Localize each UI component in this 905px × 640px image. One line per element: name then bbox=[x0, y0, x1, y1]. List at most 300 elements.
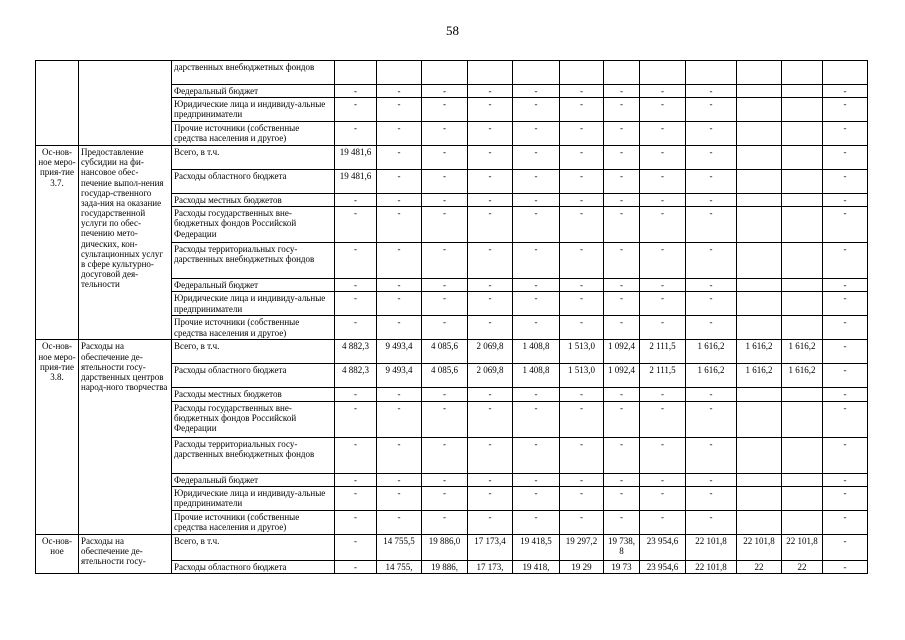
value-cell: - bbox=[823, 170, 868, 194]
value-cell: 17 173, bbox=[468, 560, 513, 573]
value-cell: - bbox=[513, 401, 560, 437]
value-cell: - bbox=[468, 194, 513, 207]
value-cell: - bbox=[823, 243, 868, 279]
value-cell: 14 755,5 bbox=[377, 534, 422, 560]
value-cell: - bbox=[560, 401, 604, 437]
value-cell bbox=[737, 98, 782, 122]
value-cell: - bbox=[468, 85, 513, 98]
value-cell: - bbox=[468, 316, 513, 340]
value-cell: - bbox=[513, 486, 560, 510]
value-cell: 1 408,8 bbox=[513, 340, 560, 364]
value-cell: 2 069,8 bbox=[468, 364, 513, 388]
value-cell: - bbox=[335, 560, 377, 573]
value-cell: - bbox=[823, 388, 868, 401]
value-cell: 23 954,6 bbox=[640, 560, 686, 573]
value-cell: - bbox=[640, 194, 686, 207]
value-cell: - bbox=[377, 243, 422, 279]
value-cell: - bbox=[640, 292, 686, 316]
source-cell: дарственных внебюджетных фондов bbox=[172, 61, 335, 85]
value-cell bbox=[782, 437, 823, 473]
value-cell bbox=[737, 401, 782, 437]
value-cell bbox=[782, 146, 823, 170]
value-cell: - bbox=[560, 473, 604, 486]
value-cell: - bbox=[513, 194, 560, 207]
value-cell bbox=[737, 473, 782, 486]
source-cell: Расходы территориальных госу-дарственных внебюджетных фондов bbox=[172, 437, 335, 473]
value-cell: - bbox=[335, 473, 377, 486]
value-cell: - bbox=[335, 122, 377, 146]
value-cell: - bbox=[422, 388, 468, 401]
value-cell: - bbox=[377, 170, 422, 194]
measure-code-cell: Ос-нов-ное bbox=[36, 534, 79, 573]
value-cell: - bbox=[468, 486, 513, 510]
value-cell: - bbox=[513, 437, 560, 473]
value-cell: - bbox=[823, 146, 868, 170]
value-cell: - bbox=[377, 486, 422, 510]
value-cell bbox=[782, 292, 823, 316]
value-cell: - bbox=[422, 170, 468, 194]
source-cell: Юридические лица и индивиду-альные предприниматели bbox=[172, 98, 335, 122]
value-cell: - bbox=[377, 122, 422, 146]
value-cell: - bbox=[422, 122, 468, 146]
value-cell: - bbox=[468, 170, 513, 194]
measure-name-cell: Расходы на обеспечение де-ятельности госу- bbox=[79, 534, 172, 573]
value-cell: - bbox=[604, 473, 640, 486]
value-cell bbox=[782, 316, 823, 340]
value-cell: - bbox=[823, 364, 868, 388]
value-cell: - bbox=[377, 401, 422, 437]
value-cell: 19 297,2 bbox=[560, 534, 604, 560]
value-cell: 19 418, bbox=[513, 560, 560, 573]
value-cell: 1 092,4 bbox=[604, 340, 640, 364]
value-cell: - bbox=[422, 486, 468, 510]
source-cell: Расходы территориальных госу-дарственных внебюджетных фондов bbox=[172, 243, 335, 279]
source-cell: Расходы областного бюджета bbox=[172, 560, 335, 573]
value-cell: - bbox=[823, 486, 868, 510]
value-cell: - bbox=[604, 279, 640, 292]
value-cell: 19 73 bbox=[604, 560, 640, 573]
source-cell: Федеральный бюджет bbox=[172, 85, 335, 98]
value-cell: - bbox=[422, 146, 468, 170]
value-cell: 1 513,0 bbox=[560, 340, 604, 364]
value-cell bbox=[782, 401, 823, 437]
value-cell: - bbox=[468, 510, 513, 534]
value-cell bbox=[737, 316, 782, 340]
value-cell bbox=[737, 437, 782, 473]
value-cell: - bbox=[604, 388, 640, 401]
value-cell: 1 092,4 bbox=[604, 364, 640, 388]
value-cell: - bbox=[823, 292, 868, 316]
value-cell: - bbox=[335, 316, 377, 340]
value-cell: - bbox=[513, 510, 560, 534]
value-cell: - bbox=[422, 207, 468, 243]
value-cell: - bbox=[686, 316, 737, 340]
value-cell: - bbox=[513, 279, 560, 292]
source-cell: Прочие источники (собственные средства населения и другое) bbox=[172, 510, 335, 534]
value-cell: - bbox=[513, 388, 560, 401]
value-cell: - bbox=[604, 194, 640, 207]
value-cell: - bbox=[823, 510, 868, 534]
table-row bbox=[36, 340, 868, 364]
value-cell: - bbox=[377, 292, 422, 316]
value-cell: 1 616,2 bbox=[737, 340, 782, 364]
value-cell: - bbox=[422, 473, 468, 486]
value-cell: - bbox=[468, 279, 513, 292]
value-cell: - bbox=[377, 388, 422, 401]
value-cell: - bbox=[640, 473, 686, 486]
value-cell: 19 481,6 bbox=[335, 146, 377, 170]
value-cell: - bbox=[823, 207, 868, 243]
value-cell: - bbox=[823, 437, 868, 473]
value-cell: - bbox=[686, 388, 737, 401]
value-cell: - bbox=[604, 98, 640, 122]
value-cell: - bbox=[640, 122, 686, 146]
value-cell: 1 616,2 bbox=[782, 364, 823, 388]
value-cell: 17 173,4 bbox=[468, 534, 513, 560]
value-cell bbox=[640, 61, 686, 85]
value-cell: - bbox=[686, 486, 737, 510]
value-cell: - bbox=[640, 316, 686, 340]
value-cell bbox=[737, 61, 782, 85]
value-cell: - bbox=[640, 170, 686, 194]
value-cell: - bbox=[640, 98, 686, 122]
source-cell: Расходы государственных вне-бюджетных фондов Российской Федерации bbox=[172, 401, 335, 437]
value-cell: - bbox=[640, 510, 686, 534]
value-cell: - bbox=[560, 292, 604, 316]
value-cell: - bbox=[686, 243, 737, 279]
value-cell bbox=[782, 85, 823, 98]
value-cell: 1 616,2 bbox=[782, 340, 823, 364]
value-cell: 23 954,6 bbox=[640, 534, 686, 560]
value-cell bbox=[782, 243, 823, 279]
value-cell: - bbox=[823, 473, 868, 486]
value-cell: - bbox=[560, 510, 604, 534]
value-cell: - bbox=[422, 316, 468, 340]
value-cell: - bbox=[640, 486, 686, 510]
value-cell: - bbox=[686, 85, 737, 98]
value-cell: 19 481,6 bbox=[335, 170, 377, 194]
value-cell bbox=[782, 510, 823, 534]
value-cell bbox=[782, 486, 823, 510]
value-cell: - bbox=[604, 486, 640, 510]
value-cell: - bbox=[377, 510, 422, 534]
value-cell bbox=[782, 473, 823, 486]
value-cell: 4 882,3 bbox=[335, 340, 377, 364]
value-cell bbox=[737, 170, 782, 194]
source-cell: Расходы государственных вне-бюджетных фондов Российской Федерации bbox=[172, 207, 335, 243]
value-cell: 2 111,5 bbox=[640, 364, 686, 388]
measure-code-cell: Ос-нов-ное меро-прия-тие 3.8. bbox=[36, 340, 79, 534]
value-cell: 22 101,8 bbox=[782, 534, 823, 560]
budget-table bbox=[35, 60, 868, 574]
value-cell: - bbox=[335, 510, 377, 534]
value-cell: - bbox=[335, 388, 377, 401]
value-cell: 9 493,4 bbox=[377, 364, 422, 388]
value-cell bbox=[737, 243, 782, 279]
value-cell: - bbox=[335, 486, 377, 510]
value-cell: - bbox=[468, 401, 513, 437]
value-cell: - bbox=[377, 85, 422, 98]
source-cell: Расходы местных бюджетов bbox=[172, 194, 335, 207]
value-cell: - bbox=[686, 98, 737, 122]
value-cell: - bbox=[686, 473, 737, 486]
value-cell: 4 882,3 bbox=[335, 364, 377, 388]
value-cell: 1 616,2 bbox=[686, 364, 737, 388]
value-cell: - bbox=[335, 534, 377, 560]
value-cell: - bbox=[823, 98, 868, 122]
value-cell: - bbox=[604, 146, 640, 170]
value-cell bbox=[782, 279, 823, 292]
value-cell: 22 101,8 bbox=[686, 534, 737, 560]
value-cell: 22 101,8 bbox=[686, 560, 737, 573]
value-cell: - bbox=[640, 279, 686, 292]
value-cell: - bbox=[513, 316, 560, 340]
value-cell: 2 069,8 bbox=[468, 340, 513, 364]
source-cell: Всего, в т.ч. bbox=[172, 340, 335, 364]
value-cell bbox=[782, 170, 823, 194]
value-cell: 9 493,4 bbox=[377, 340, 422, 364]
value-cell: - bbox=[686, 401, 737, 437]
value-cell: 19 738,8 bbox=[604, 534, 640, 560]
value-cell: - bbox=[377, 473, 422, 486]
value-cell: - bbox=[335, 437, 377, 473]
value-cell: - bbox=[468, 388, 513, 401]
value-cell: - bbox=[335, 98, 377, 122]
value-cell: - bbox=[513, 292, 560, 316]
table-row bbox=[36, 534, 868, 560]
value-cell: - bbox=[422, 194, 468, 207]
value-cell: - bbox=[377, 316, 422, 340]
value-cell: - bbox=[560, 388, 604, 401]
value-cell: 4 085,6 bbox=[422, 364, 468, 388]
value-cell: - bbox=[686, 122, 737, 146]
value-cell: - bbox=[560, 486, 604, 510]
value-cell: - bbox=[422, 437, 468, 473]
value-cell: - bbox=[468, 122, 513, 146]
value-cell: 19 418,5 bbox=[513, 534, 560, 560]
value-cell bbox=[560, 61, 604, 85]
value-cell: 2 111,5 bbox=[640, 340, 686, 364]
value-cell: - bbox=[560, 316, 604, 340]
value-cell: - bbox=[377, 98, 422, 122]
value-cell bbox=[737, 292, 782, 316]
value-cell bbox=[604, 61, 640, 85]
source-cell: Расходы местных бюджетов bbox=[172, 388, 335, 401]
value-cell bbox=[737, 510, 782, 534]
measure-code-cell bbox=[36, 61, 79, 146]
value-cell: - bbox=[640, 401, 686, 437]
source-cell: Расходы областного бюджета bbox=[172, 364, 335, 388]
value-cell: - bbox=[604, 292, 640, 316]
value-cell: - bbox=[468, 207, 513, 243]
source-cell: Федеральный бюджет bbox=[172, 473, 335, 486]
value-cell: - bbox=[468, 146, 513, 170]
source-cell: Всего, в т.ч. bbox=[172, 146, 335, 170]
value-cell: - bbox=[560, 98, 604, 122]
value-cell: - bbox=[604, 170, 640, 194]
value-cell: - bbox=[823, 194, 868, 207]
value-cell: - bbox=[335, 279, 377, 292]
value-cell bbox=[782, 194, 823, 207]
value-cell: - bbox=[604, 85, 640, 98]
measure-name-cell: Расходы на обеспечение де-ятельности госу-дарственных центров народ-ного творчества bbox=[79, 340, 172, 534]
value-cell: - bbox=[560, 170, 604, 194]
source-cell: Прочие источники (собственные средства населения и другое) bbox=[172, 122, 335, 146]
value-cell: - bbox=[513, 98, 560, 122]
value-cell: - bbox=[823, 316, 868, 340]
value-cell: - bbox=[560, 85, 604, 98]
value-cell: - bbox=[335, 194, 377, 207]
value-cell: - bbox=[640, 388, 686, 401]
value-cell: - bbox=[560, 437, 604, 473]
measure-code-cell: Ос-нов-ное меро-прия-тие 3.7. bbox=[36, 146, 79, 340]
value-cell: - bbox=[560, 207, 604, 243]
value-cell bbox=[782, 122, 823, 146]
value-cell bbox=[823, 61, 868, 85]
value-cell: - bbox=[513, 207, 560, 243]
value-cell: - bbox=[686, 170, 737, 194]
value-cell bbox=[737, 207, 782, 243]
value-cell: - bbox=[686, 510, 737, 534]
value-cell: - bbox=[640, 207, 686, 243]
value-cell: - bbox=[377, 279, 422, 292]
measure-name-cell bbox=[79, 61, 172, 146]
value-cell: - bbox=[513, 122, 560, 146]
table-row bbox=[36, 146, 868, 170]
value-cell: - bbox=[468, 243, 513, 279]
value-cell bbox=[737, 194, 782, 207]
value-cell bbox=[782, 61, 823, 85]
value-cell: - bbox=[686, 437, 737, 473]
value-cell: - bbox=[686, 292, 737, 316]
value-cell: - bbox=[468, 292, 513, 316]
value-cell bbox=[782, 98, 823, 122]
value-cell: - bbox=[513, 473, 560, 486]
value-cell: - bbox=[640, 243, 686, 279]
value-cell: - bbox=[513, 85, 560, 98]
value-cell: - bbox=[422, 98, 468, 122]
value-cell bbox=[737, 146, 782, 170]
value-cell bbox=[377, 61, 422, 85]
value-cell: - bbox=[513, 170, 560, 194]
value-cell: - bbox=[468, 473, 513, 486]
value-cell: - bbox=[513, 146, 560, 170]
value-cell: - bbox=[823, 340, 868, 364]
value-cell: - bbox=[604, 122, 640, 146]
value-cell: 1 616,2 bbox=[737, 364, 782, 388]
source-cell: Расходы областного бюджета bbox=[172, 170, 335, 194]
value-cell bbox=[686, 61, 737, 85]
value-cell: - bbox=[560, 122, 604, 146]
value-cell: - bbox=[823, 85, 868, 98]
source-cell: Федеральный бюджет bbox=[172, 279, 335, 292]
value-cell: 1 408,8 bbox=[513, 364, 560, 388]
value-cell: - bbox=[604, 243, 640, 279]
value-cell: - bbox=[686, 207, 737, 243]
value-cell: - bbox=[377, 194, 422, 207]
value-cell bbox=[782, 388, 823, 401]
value-cell: - bbox=[422, 292, 468, 316]
source-cell: Юридические лица и индивиду-альные предприниматели bbox=[172, 292, 335, 316]
measure-name-cell: Предоставление субсидии на фи-нансовое обес-печение выпол-нения государ-ственного зада-ния на оказание государственной услуги по обес-печению мето-дических, кон-сультационных услуг в сфере культурно-досуговой дея-тельности bbox=[79, 146, 172, 340]
value-cell: - bbox=[422, 510, 468, 534]
value-cell: - bbox=[422, 85, 468, 98]
value-cell bbox=[513, 61, 560, 85]
value-cell: 4 085,6 bbox=[422, 340, 468, 364]
value-cell: - bbox=[686, 194, 737, 207]
value-cell bbox=[737, 279, 782, 292]
value-cell bbox=[468, 61, 513, 85]
value-cell: - bbox=[604, 437, 640, 473]
value-cell: - bbox=[468, 98, 513, 122]
value-cell bbox=[737, 388, 782, 401]
value-cell: 19 886,0 bbox=[422, 534, 468, 560]
value-cell: 1 616,2 bbox=[686, 340, 737, 364]
value-cell bbox=[737, 122, 782, 146]
value-cell: - bbox=[640, 437, 686, 473]
value-cell: - bbox=[377, 207, 422, 243]
value-cell: - bbox=[560, 194, 604, 207]
value-cell: - bbox=[422, 401, 468, 437]
value-cell: - bbox=[335, 401, 377, 437]
value-cell: - bbox=[335, 292, 377, 316]
value-cell: - bbox=[686, 146, 737, 170]
value-cell: - bbox=[560, 146, 604, 170]
value-cell: - bbox=[335, 85, 377, 98]
value-cell: - bbox=[823, 560, 868, 573]
value-cell bbox=[422, 61, 468, 85]
value-cell: 14 755, bbox=[377, 560, 422, 573]
value-cell: - bbox=[823, 534, 868, 560]
value-cell: - bbox=[377, 437, 422, 473]
value-cell: - bbox=[422, 279, 468, 292]
value-cell: - bbox=[335, 243, 377, 279]
value-cell: - bbox=[604, 401, 640, 437]
source-cell: Всего, в т.ч. bbox=[172, 534, 335, 560]
value-cell: 22 101,8 bbox=[737, 534, 782, 560]
value-cell: - bbox=[686, 279, 737, 292]
value-cell bbox=[737, 486, 782, 510]
value-cell: - bbox=[823, 279, 868, 292]
value-cell: 1 513,0 bbox=[560, 364, 604, 388]
value-cell: - bbox=[604, 316, 640, 340]
value-cell: 19 29 bbox=[560, 560, 604, 573]
value-cell: - bbox=[335, 207, 377, 243]
value-cell: - bbox=[422, 243, 468, 279]
source-cell: Юридические лица и индивиду-альные предприниматели bbox=[172, 486, 335, 510]
value-cell: - bbox=[513, 243, 560, 279]
page-number: 58 bbox=[446, 23, 459, 38]
value-cell bbox=[737, 85, 782, 98]
value-cell: - bbox=[640, 85, 686, 98]
value-cell bbox=[335, 61, 377, 85]
value-cell: - bbox=[823, 401, 868, 437]
value-cell: 22 bbox=[782, 560, 823, 573]
value-cell: - bbox=[640, 146, 686, 170]
value-cell: - bbox=[560, 243, 604, 279]
value-cell: - bbox=[468, 437, 513, 473]
value-cell: - bbox=[377, 146, 422, 170]
value-cell: 22 bbox=[737, 560, 782, 573]
table-row bbox=[36, 61, 868, 85]
value-cell: - bbox=[823, 122, 868, 146]
value-cell bbox=[782, 207, 823, 243]
value-cell: - bbox=[604, 207, 640, 243]
value-cell: - bbox=[604, 510, 640, 534]
source-cell: Прочие источники (собственные средства населения и другое) bbox=[172, 316, 335, 340]
value-cell: - bbox=[560, 279, 604, 292]
value-cell: 19 886, bbox=[422, 560, 468, 573]
